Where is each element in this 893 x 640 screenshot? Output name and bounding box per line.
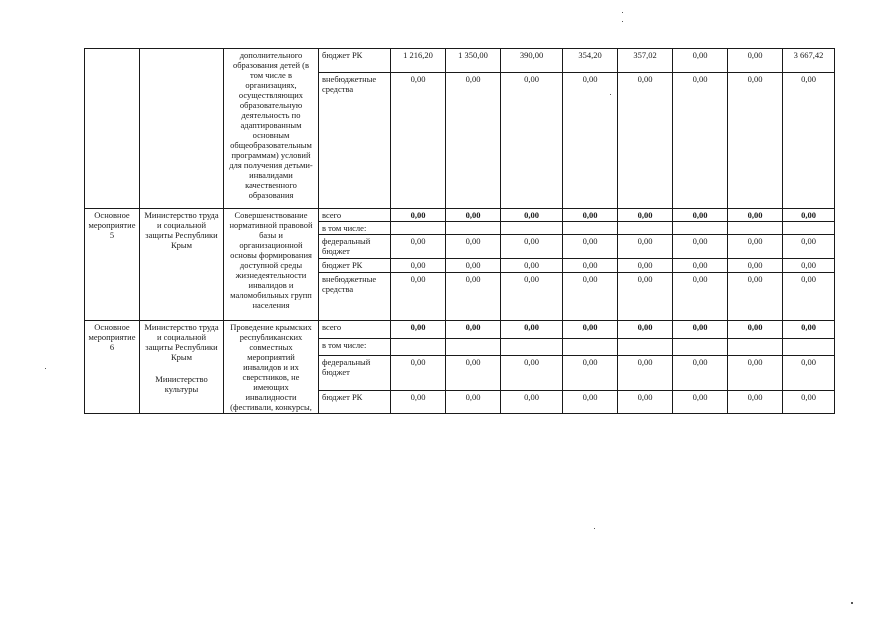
value-cell: 1 216,20: [391, 49, 446, 73]
value-cell: 0,00: [783, 321, 835, 339]
scan-speck: [622, 12, 623, 13]
value-cell: 0,00: [728, 235, 783, 259]
funding-source-cell: бюджет РК: [319, 49, 391, 73]
value-cell: 0,00: [391, 209, 446, 222]
value-cell: 0,00: [501, 391, 563, 414]
event-name-cell: дополнительного образования детей (в том числе в организациях, осуществляющих образовательную деятельность по адаптированным основным общеобразовательным программам) условий для получения детьми-инвалидами качественного образования: [224, 49, 319, 209]
value-cell: 0,00: [446, 73, 501, 209]
value-cell: [563, 338, 618, 356]
value-cell: [783, 338, 835, 356]
value-cell: 0,00: [391, 321, 446, 339]
value-cell: 0,00: [618, 273, 673, 321]
value-cell: 0,00: [563, 273, 618, 321]
value-cell: 0,00: [673, 259, 728, 273]
executor-cell: [140, 321, 224, 414]
value-cell: [728, 338, 783, 356]
event-name-cell: Проведение крымских республиканских совместных мероприятий инвалидов и их сверстников, не имеющих инвалидности (фестивали, конкурсы,: [224, 321, 319, 414]
value-cell: 0,00: [783, 259, 835, 273]
value-cell: 0,00: [391, 259, 446, 273]
scan-speck: [594, 528, 595, 529]
main-event-cell: Основное мероприятие 6: [85, 321, 140, 414]
main-event-cell: Основное мероприятие 5: [85, 209, 140, 321]
value-cell: 0,00: [728, 49, 783, 73]
value-cell: 1 350,00: [446, 49, 501, 73]
value-cell: 0,00: [728, 273, 783, 321]
value-cell: 0,00: [618, 73, 673, 209]
value-cell: 0,00: [728, 321, 783, 339]
funding-source-cell: всего: [319, 321, 391, 339]
spacer: [143, 362, 220, 374]
value-cell: 0,00: [783, 73, 835, 209]
scan-speck: [622, 21, 623, 22]
executor-text: Министерство труда и социальной защиты Республики Крым: [144, 322, 219, 362]
funding-source-cell: внебюджетные средства: [319, 273, 391, 321]
value-cell: 0,00: [618, 209, 673, 222]
scan-speck: [851, 602, 853, 604]
value-cell: 0,00: [446, 391, 501, 414]
value-cell: 0,00: [501, 321, 563, 339]
funding-table: [84, 48, 835, 414]
value-cell: 0,00: [446, 273, 501, 321]
value-cell: [501, 222, 563, 235]
value-cell: 0,00: [391, 391, 446, 414]
value-cell: 0,00: [391, 235, 446, 259]
value-cell: 390,00: [501, 49, 563, 73]
value-cell: 0,00: [783, 235, 835, 259]
value-cell: 0,00: [391, 73, 446, 209]
funding-source-cell: всего: [319, 209, 391, 222]
value-cell: 0,00: [446, 209, 501, 222]
main-event-cell: [85, 49, 140, 209]
value-cell: [446, 338, 501, 356]
value-cell: [563, 222, 618, 235]
value-cell: 354,20: [563, 49, 618, 73]
value-cell: 0,00: [673, 356, 728, 391]
value-cell: 0,00: [563, 391, 618, 414]
funding-source-cell: бюджет РК: [319, 391, 391, 414]
value-cell: 0,00: [501, 209, 563, 222]
value-cell: 357,02: [618, 49, 673, 73]
value-cell: 0,00: [563, 321, 618, 339]
value-cell: 0,00: [563, 209, 618, 222]
value-cell: 0,00: [673, 391, 728, 414]
value-cell: 0,00: [446, 356, 501, 391]
value-cell: 0,00: [501, 259, 563, 273]
value-cell: 0,00: [728, 356, 783, 391]
value-cell: 0,00: [673, 73, 728, 209]
value-cell: [446, 222, 501, 235]
value-cell: 0,00: [673, 209, 728, 222]
value-cell: 0,00: [563, 356, 618, 391]
value-cell: 0,00: [618, 259, 673, 273]
table-body: [85, 49, 835, 414]
value-cell: 0,00: [783, 391, 835, 414]
value-cell: [618, 338, 673, 356]
value-cell: 0,00: [501, 73, 563, 209]
table-row: [85, 209, 835, 222]
value-cell: 0,00: [728, 259, 783, 273]
executor-text: Министерство культуры: [155, 374, 208, 394]
value-cell: 0,00: [673, 235, 728, 259]
value-cell: 0,00: [391, 356, 446, 391]
executor-cell: Министерство труда и социальной защиты Республики Крым: [140, 209, 224, 321]
funding-source-cell: федеральный бюджет: [319, 235, 391, 259]
value-cell: 0,00: [391, 273, 446, 321]
value-cell: 0,00: [618, 321, 673, 339]
value-cell: 0,00: [563, 235, 618, 259]
value-cell: 0,00: [446, 259, 501, 273]
value-cell: 0,00: [501, 356, 563, 391]
value-cell: 0,00: [673, 49, 728, 73]
value-cell: 0,00: [783, 273, 835, 321]
value-cell: [618, 222, 673, 235]
value-cell: 0,00: [673, 273, 728, 321]
value-cell: [501, 338, 563, 356]
value-cell: 0,00: [618, 356, 673, 391]
scan-speck: [45, 368, 46, 369]
value-cell: 0,00: [618, 391, 673, 414]
value-cell: [673, 222, 728, 235]
funding-source-cell: в том числе:: [319, 338, 391, 356]
value-cell: 0,00: [446, 235, 501, 259]
value-cell: 0,00: [783, 209, 835, 222]
funding-source-cell: внебюджетные средства: [319, 73, 391, 209]
event-name-cell: Совершенствование нормативной правовой базы и организационной основы формирования доступной среды жизнедеятельности инвалидов и маломобильных групп населения: [224, 209, 319, 321]
table-row: [85, 49, 835, 73]
funding-source-cell: федеральный бюджет: [319, 356, 391, 391]
value-cell: 3 667,42: [783, 49, 835, 73]
value-cell: 0,00: [673, 321, 728, 339]
table-row: [85, 321, 835, 339]
funding-source-cell: в том числе:: [319, 222, 391, 235]
value-cell: [728, 222, 783, 235]
value-cell: 0,00: [728, 209, 783, 222]
value-cell: 0,00: [446, 321, 501, 339]
value-cell: [391, 338, 446, 356]
value-cell: 0,00: [501, 235, 563, 259]
value-cell: 0,00: [728, 73, 783, 209]
value-cell: 0,00: [783, 356, 835, 391]
value-cell: 0,00: [563, 259, 618, 273]
value-cell: [673, 338, 728, 356]
value-cell: 0,00: [563, 73, 618, 209]
scan-speck: [610, 94, 611, 95]
value-cell: 0,00: [501, 273, 563, 321]
value-cell: [783, 222, 835, 235]
funding-source-cell: бюджет РК: [319, 259, 391, 273]
executor-cell: [140, 49, 224, 209]
value-cell: 0,00: [618, 235, 673, 259]
value-cell: [391, 222, 446, 235]
value-cell: 0,00: [728, 391, 783, 414]
